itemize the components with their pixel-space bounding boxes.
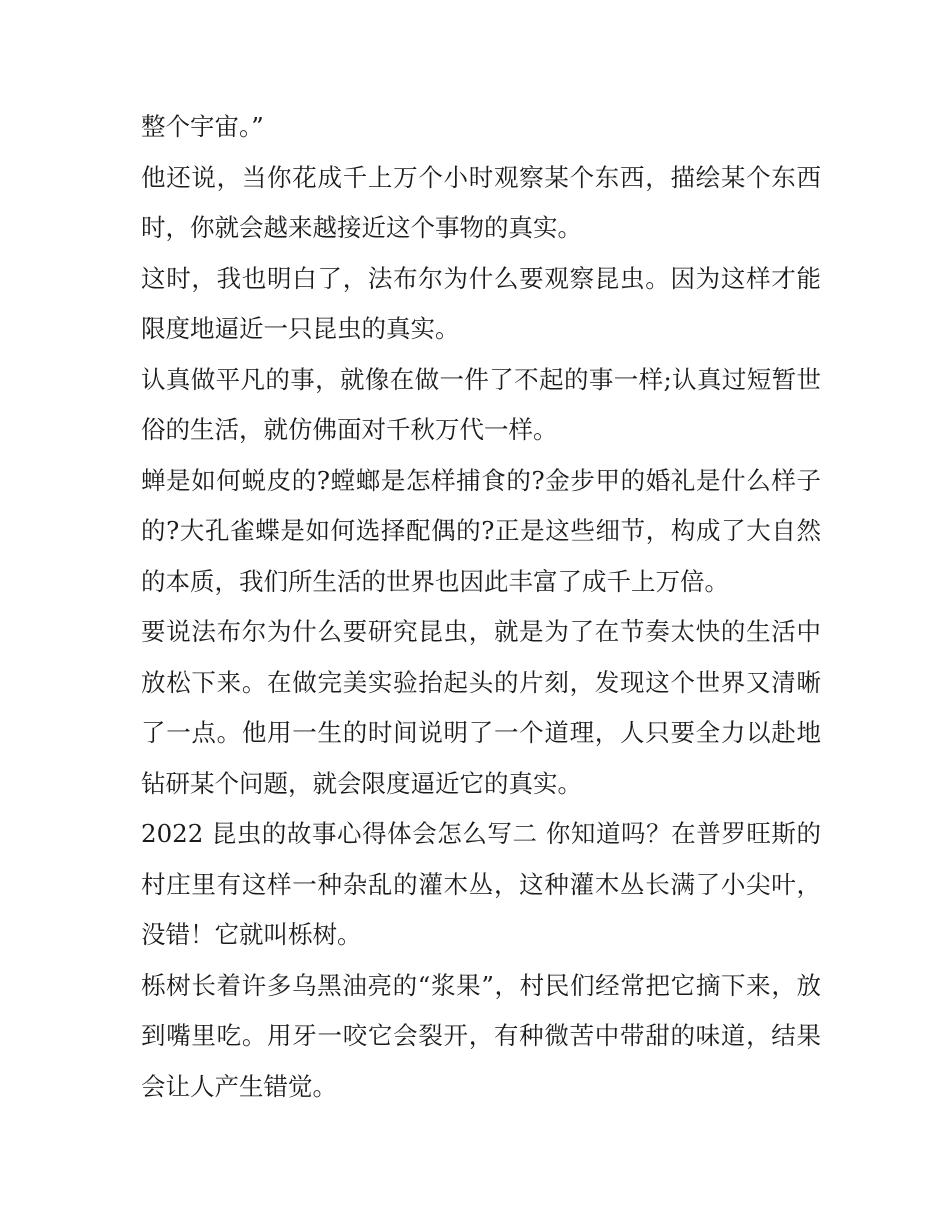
paragraph: 栎树长着许多乌黑油亮的“浆果”，村民们经常把它摘下来，放到嘴里吃。用牙一咬它会裂开，有种微苦中带甜的味道，结果会让人产生错觉。 <box>141 970 821 1101</box>
paragraph: 2022 昆虫的故事心得体会怎么写二 你知道吗？在普罗旺斯的村庄里有这样一种杂乱的灌木丛，这种灌木丛长满了小尖叶，没错！它就叫栎树。 <box>141 819 821 949</box>
paragraph: 他还说，当你花成千上万个小时观察某个东西，描绘某个东西时，你就会越来越接近这个事物的真实。 <box>141 162 821 242</box>
body-text <box>141 102 821 1112</box>
paragraph: 要说法布尔为什么要研究昆虫，就是为了在节奏太快的生活中放松下来。在做完美实验抬起头的片刻，发现这个世界又清晰了一点。他用一生的时间说明了一个道理，人只要全力以赴地钻研某个问题，就会限度逼近它的真实。 <box>141 617 821 798</box>
paragraph: 这时，我也明白了，法布尔为什么要观察昆虫。因为这样才能限度地逼近一只昆虫的真实。 <box>141 263 821 343</box>
paragraph: 认真做平凡的事，就像在做一件了不起的事一样;认真过短暂世俗的生活，就仿佛面对千秋万代一样。 <box>141 364 821 444</box>
paragraph: 蝉是如何蜕皮的?螳螂是怎样捕食的?金步甲的婚礼是什么样子的?大孔雀蝶是如何选择配偶的?正是这些细节，构成了大自然的本质，我们所生活的世界也因此丰富了成千上万倍。 <box>141 465 821 596</box>
paragraph: 整个宇宙。” <box>141 112 264 141</box>
